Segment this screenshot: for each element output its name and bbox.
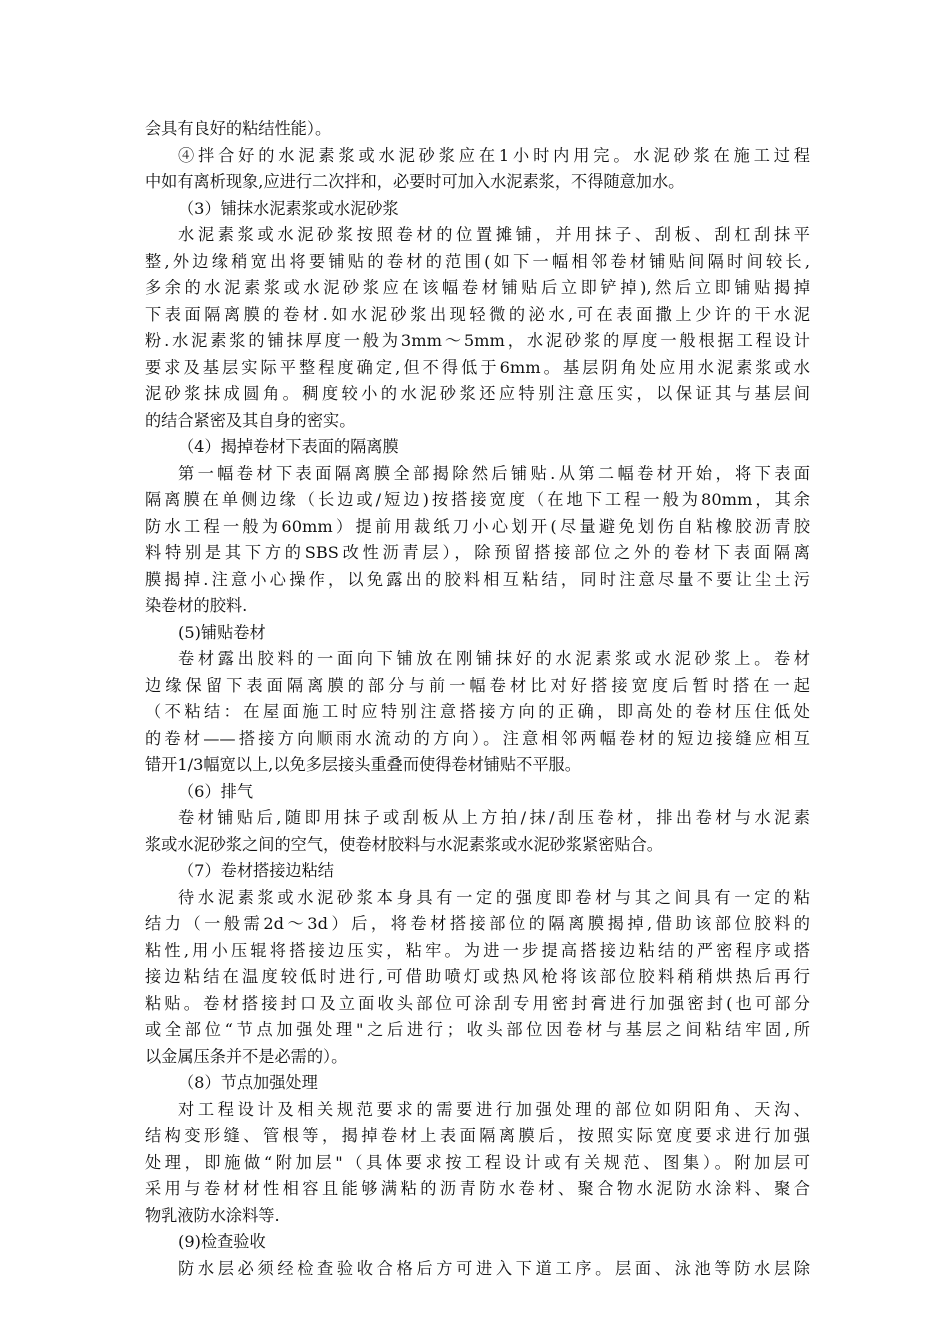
paragraph-line: 浆或水泥砂浆之间的空气，使卷材胶料与水泥素浆或水泥砂浆紧密贴合。 — [145, 834, 663, 854]
paragraph-line: 泥砂浆抹成圆角。稠度较小的水泥砂浆还应特别注意压实，以保证其与基层间 — [145, 384, 810, 403]
paragraph-line: 会具有良好的粘结性能）。 — [145, 119, 332, 138]
paragraph-line: 多余的水泥素浆或水泥砂浆应在该幅卷材铺贴后立即铲掉),然后立即铺贴揭掉 — [145, 278, 810, 297]
paragraph-line: 处理，即施做“附加层"（具体要求按工程设计或有关规范、图集）。附加层可 — [145, 1152, 810, 1172]
paragraph-line: 接边粘结在温度较低时进行,可借助喷灯或热风枪将该部位胶料稍稍烘热后再行 — [145, 967, 810, 986]
paragraph-line: 下表面隔离膜的卷材.如水泥砂浆出现轻微的泌水,可在表面撒上少许的干水泥 — [145, 304, 810, 324]
paragraph-line: 结力（一般需2d～3d）后，将卷材搭接部位的隔离膜揭掉,借助该部位胶料的 — [145, 914, 810, 933]
paragraph-line: 防水层必须经检查验收合格后方可进入下道工序。层面、泳池等防水层除 — [178, 1258, 810, 1278]
paragraph-line: 的结合紧密及其自身的密实。 — [145, 410, 356, 430]
paragraph-line: 第一幅卷材下表面隔离膜全部揭除然后铺贴.从第二幅卷材开始，将下表面 — [178, 463, 810, 483]
section-heading-line: （3）铺抹水泥素浆或水泥砂浆 — [178, 198, 399, 218]
paragraph-line: 粘贴。卷材搭接封口及立面收头部位可涂刮专用密封膏进行加强密封(也可部分 — [145, 993, 810, 1013]
paragraph-line: 水泥素浆或水泥砂浆按照卷材的位置摊铺，并用抹子、刮板、刮杠刮抹平 — [178, 225, 810, 244]
paragraph-line: 卷材露出胶料的一面向下铺放在刚铺抹好的水泥素浆或水泥砂浆上。卷材 — [178, 649, 810, 668]
paragraph-line: 中如有离析现象,应进行二次拌和，必要时可加入水泥素浆，不得随意加水。 — [145, 172, 685, 191]
paragraph-line: 粘性,用小压辊将搭接边压实，粘牢。为进一步提高搭接边粘结的严密程序或搭 — [145, 940, 810, 960]
paragraph-line: 对工程设计及相关规范要求的需要进行加强处理的部位如阴阳角、天沟、 — [178, 1099, 810, 1119]
section-heading-line: （8）节点加强处理 — [178, 1073, 318, 1092]
paragraph-line: 以金属压条并不是必需的）。 — [145, 1046, 348, 1066]
paragraph-line: 染卷材的胶料. — [145, 596, 248, 615]
section-heading-line: （7）卷材搭接边粘结 — [178, 861, 334, 880]
paragraph-line: 卷材铺贴后,随即用抹子或刮板从上方拍/抹/刮压卷材，排出卷材与水泥素 — [178, 808, 810, 827]
paragraph-line: 料特别是其下方的SBS改性沥青层），除预留搭接部位之外的卷材下表面隔离 — [145, 543, 810, 562]
paragraph-line: 结构变形缝、管根等，揭掉卷材上表面隔离膜后，按照实际宽度要求进行加强 — [145, 1126, 810, 1145]
paragraph-line: ④拌合好的水泥素浆或水泥砂浆应在1小时内用完。水泥砂浆在施工过程 — [178, 145, 810, 165]
document-page — [145, 116, 810, 1282]
paragraph-line: 物乳液防水涂料等. — [145, 1205, 280, 1225]
paragraph-line: 膜揭掉.注意小心操作，以免露出的胶料相互粘结，同时注意尽量不要让尘土污 — [145, 569, 810, 589]
paragraph-line: 或全部位“节点加强处理"之后进行；收头部位因卷材与基层之间粘结牢固,所 — [145, 1020, 810, 1039]
paragraph-line: 整,外边缘稍宽出将要铺贴的卷材的范围(如下一幅相邻卷材铺贴间隔时间较长, — [145, 251, 810, 271]
section-heading-line: (9)检查验收 — [178, 1232, 266, 1251]
section-heading-line: （6）排气 — [178, 781, 254, 801]
paragraph-line: 要求及基层实际平整程度确定,但不得低于6mm。基层阴角处应用水泥素浆或水 — [145, 357, 810, 377]
paragraph-line: 的卷材——搭接方向顺雨水流动的方向）。注意相邻两幅卷材的短边接缝应相互 — [145, 728, 810, 748]
paragraph-line: 错开1/3幅宽以上,以免多层接头重叠而使得卷材铺贴不平服。 — [145, 755, 581, 774]
paragraph-line: 边缘保留下表面隔离膜的部分与前一幅卷材比对好搭接宽度后暂时搭在一起 — [145, 675, 810, 695]
section-heading-line: (5)铺贴卷材 — [178, 622, 266, 642]
paragraph-line: 防水工程一般为60mm）提前用裁纸刀小心划开(尽量避免划伤自粘橡胶沥青胶 — [145, 516, 810, 536]
paragraph-line: 粉.水泥素浆的铺抹厚度一般为3mm～5mm，水泥砂浆的厚度一般根据工程设计 — [145, 331, 810, 350]
paragraph-line: （不粘结：在屋面施工时应特别注意搭接方向的正确，即高处的卷材压住低处 — [145, 702, 810, 721]
paragraph-line: 隔离膜在单侧边缘（长边或/短边)按搭接宽度（在地下工程一般为80mm，其余 — [145, 490, 810, 509]
paragraph-line: 采用与卷材材性相容且能够满粘的沥青防水卷材、聚合物水泥防水涂料、聚合 — [145, 1179, 810, 1198]
paragraph-line: 待水泥素浆或水泥砂浆本身具有一定的强度即卷材与其之间具有一定的粘 — [178, 887, 810, 907]
section-heading-line: （4）揭掉卷材下表面的隔离膜 — [178, 437, 399, 456]
